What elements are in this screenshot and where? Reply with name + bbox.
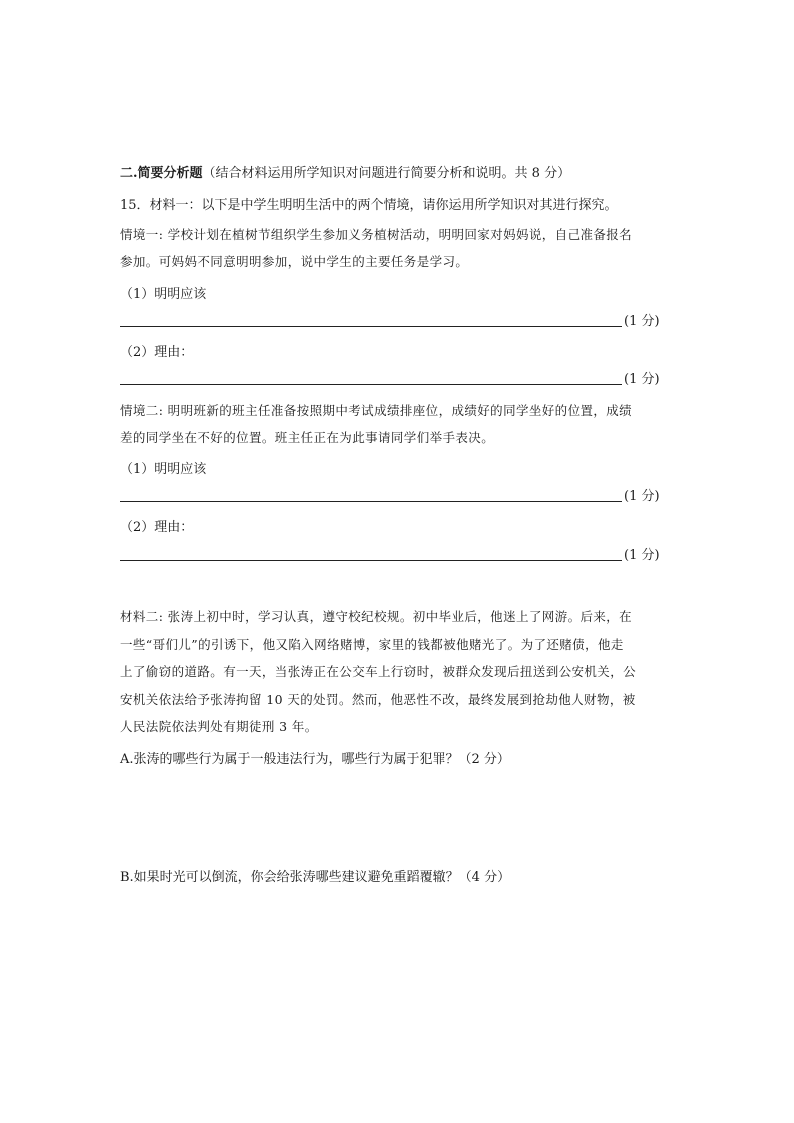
scenario1-answer1-row — [120, 313, 660, 331]
scenario1-question1: （1）明明应该 — [120, 287, 207, 302]
scenario1-answer1-blank[interactable] — [120, 326, 622, 327]
scenario2-text-line1: 情境二: 明明班新的班主任准备按照期中考试成绩排座位，成绩好的同学坐好的位置，成绩 — [120, 403, 633, 418]
material2-text-line4: 安机关依法给予张涛拘留 10 天的处罚。然而，他恶性不改，最终发展到抢劫他人财物，被 — [120, 692, 636, 707]
question-b: B.如果时光可以倒流，你会给张涛哪些建议避免重蹈覆辙？（4 分） — [120, 870, 511, 885]
scenario2-question2: （2）理由： — [120, 520, 194, 535]
material2-text-line2: 一些“哥们儿”的引诱下，他又陷入网络赌博，家里的钱都被他赌光了。为了还赌债，他走 — [120, 637, 624, 652]
scenario2-answer2-score: (1 分) — [624, 548, 660, 563]
scenario2-answer1-score: (1 分) — [624, 489, 660, 504]
scenario2-question1: （1）明明应该 — [120, 462, 207, 477]
section-note: （结合材料运用所学知识对问题进行简要分析和说明。共 8 分） — [202, 166, 571, 181]
scenario1-answer2-row — [120, 371, 660, 389]
material2-text-line5: 人民法院依法判处有期徒刑 3 年。 — [120, 719, 318, 734]
scenario2-answer1-row — [120, 488, 660, 506]
scenario2-answer2-blank[interactable] — [120, 560, 622, 561]
scenario1-text-line2: 参加。可妈妈不同意明明参加，说中学生的主要任务是学习。 — [120, 254, 469, 269]
section-title: 二.简要分析题 — [120, 166, 203, 181]
scenario1-answer2-score: (1 分) — [624, 372, 660, 387]
scenario1-answer1-score: (1 分) — [624, 314, 660, 329]
material2-text-line1: 材料二: 张涛上初中时，学习认真，遵守校纪校规。初中毕业后，他迷上了网游。后来，在 — [120, 609, 633, 624]
scenario2-text-line2: 差的同学坐在不好的位置。班主任正在为此事请同学们举手表决。 — [120, 430, 495, 445]
section-heading — [120, 165, 570, 183]
question-a: A.张涛的哪些行为属于一般违法行为，哪些行为属于犯罪？（2 分） — [120, 752, 510, 767]
scenario1-question2: （2）理由： — [120, 345, 194, 360]
scenario2-answer1-blank[interactable] — [120, 501, 622, 502]
scenario2-answer2-row — [120, 547, 660, 565]
material2-text-line3: 上了偷窃的道路。有一天，当张涛正在公交车上行窃时，被群众发现后扭送到公安机关，公 — [120, 664, 637, 679]
question-15-intro: 15．材料一：以下是中学生明明生活中的两个情境，请你运用所学知识对其进行探究。 — [120, 198, 618, 213]
scenario1-text-line1: 情境一: 学校计划在植树节组织学生参加义务植树活动，明明回家对妈妈说，自己准备报名 — [120, 227, 633, 242]
scenario1-answer2-blank[interactable] — [120, 384, 622, 385]
